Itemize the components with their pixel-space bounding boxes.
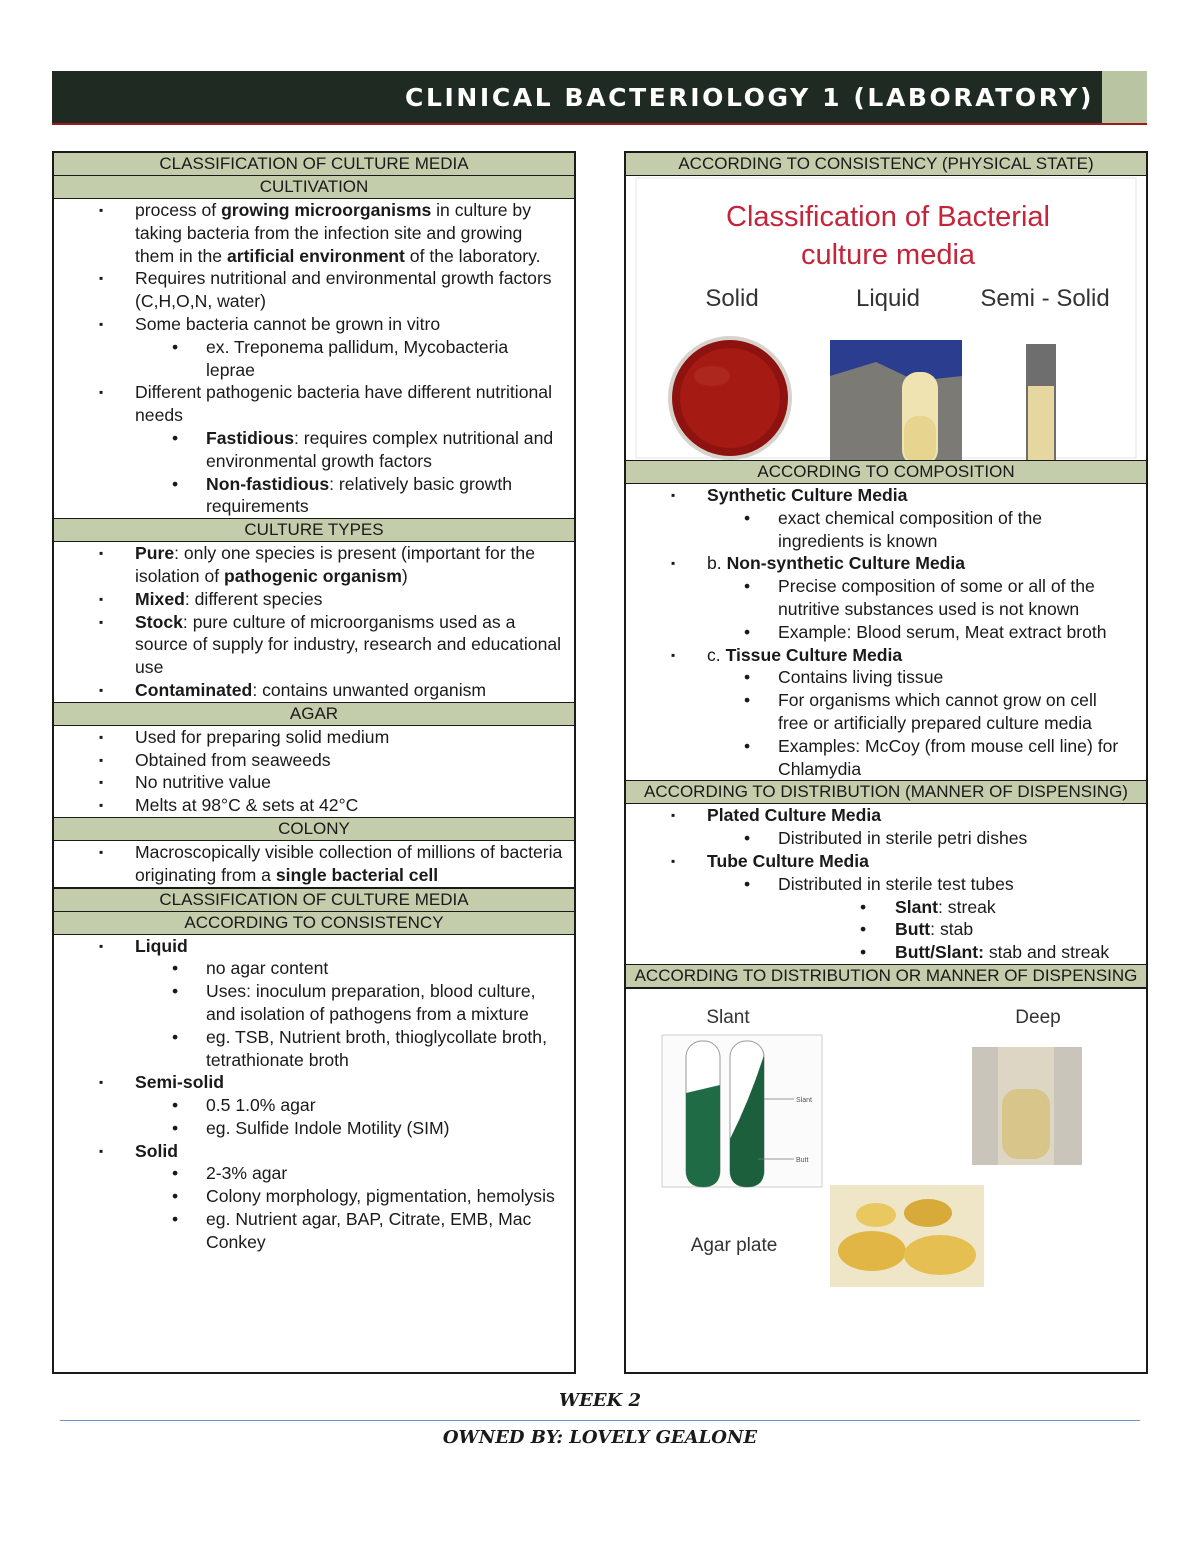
culture-media-figure xyxy=(626,176,1146,460)
list-item: ▪ Plated Culture Media • Distributed in sterile petri dishes xyxy=(626,804,1146,850)
sub-list-item: • ex. Treponema pallidum, Mycobacteria leprae xyxy=(135,336,566,382)
label-slant: Slant xyxy=(706,1006,750,1028)
label-semi-solid: Semi - Solid xyxy=(980,285,1110,312)
sub-list-item: • Example: Blood serum, Meat extract broth xyxy=(707,621,1138,644)
section-header-distribution-2: ACCORDING TO DISTRIBUTION OR MANNER OF DISPENSING xyxy=(626,964,1146,988)
section-header-classification-2: CLASSIFICATION OF CULTURE MEDIA xyxy=(54,887,574,912)
annotation-butt: Butt xyxy=(796,1156,809,1164)
cultivation-section xyxy=(54,199,574,518)
sub-list-item: • Uses: inoculum preparation, blood culture, and isolation of pathogens from a mixture xyxy=(135,980,566,1026)
left-column xyxy=(52,151,576,1374)
sub-list-item: • Precise composition of some or all of the nutritive substances used is not known xyxy=(707,575,1138,621)
title-banner xyxy=(52,71,1147,125)
list-item: ▪ c. Tissue Culture Media • Contains living tissue • For organisms which cannot grow on cell free or artificially prepared culture media • Examples: McCoy (from mouse cell line) for Chlamydia xyxy=(626,644,1146,781)
label-solid: Solid xyxy=(705,285,759,312)
sub-list-item: • 2-3% agar xyxy=(135,1162,566,1185)
sub-list-item: • exact chemical composition of the ingredients is known xyxy=(707,507,1138,553)
list-item: ▪ Different pathogenic bacteria have different nutritional needs • Fastidious: requires complex nutritional and environmental growth factors • Non-fastidious: relatively basic growth requirements xyxy=(54,381,574,518)
list-item: ▪ b. Non-synthetic Culture Media • Precise composition of some or all of the nutritive substances used is not known • Example: Blood serum, Meat extract broth xyxy=(626,552,1146,643)
sub-list-item: • Contains living tissue xyxy=(707,666,1138,689)
sub-list-item: • Examples: McCoy (from mouse cell line) for Chlamydia xyxy=(707,735,1138,781)
dispensing-illustration xyxy=(626,989,1146,1299)
sub-sub-list-item: • Slant: streak xyxy=(707,896,1130,919)
dispensing-figure xyxy=(626,988,1146,1298)
agar-section xyxy=(54,726,574,817)
sub-list-item: • For organisms which cannot grow on cell free or artificially prepared culture media xyxy=(707,689,1138,735)
sub-list-item: • eg. TSB, Nutrient broth, thioglycollate broth, tetrathionate broth xyxy=(135,1026,566,1072)
semi-solid-tube-image xyxy=(1026,344,1056,460)
footer-week: WEEK 2 xyxy=(558,1390,642,1411)
sub-list-item: • Non-fastidious: relatively basic growth requirements xyxy=(135,473,566,519)
list-item: ▪ Macroscopically visible collection of millions of bacteria originating from a single bacterial cell xyxy=(54,841,574,887)
list-item: ▪ Melts at 98°C & sets at 42°C xyxy=(54,794,574,817)
deep-tube-image xyxy=(972,1047,1082,1165)
footer-owner: OWNED BY: LOVELY GEALONE xyxy=(442,1427,758,1448)
sub-list-item: • Colony morphology, pigmentation, hemolysis xyxy=(135,1185,566,1208)
composition-section xyxy=(626,484,1146,780)
culture-types-section xyxy=(54,542,574,702)
petri-dish-image xyxy=(668,336,792,460)
section-header-consistency: ACCORDING TO CONSISTENCY xyxy=(54,912,574,935)
list-item: ▪ Some bacteria cannot be grown in vitro • ex. Treponema pallidum, Mycobacteria leprae xyxy=(54,313,574,381)
list-item: ▪ Contaminated: contains unwanted organism xyxy=(54,679,574,702)
colony-section xyxy=(54,841,574,887)
distribution-section xyxy=(626,804,1146,964)
list-item: ▪ Tube Culture Media • Distributed in sterile test tubes • Slant: streak • Butt: stab • Butt/Slant: stab and streak xyxy=(626,850,1146,964)
label-liquid: Liquid xyxy=(855,285,921,312)
list-item: ▪ Stock: pure culture of microorganisms used as a source of supply for industry, research and educational use xyxy=(54,611,574,679)
sub-list-item: • Distributed in sterile test tubes • Slant: streak • Butt: stab • Butt/Slant: stab and streak xyxy=(707,873,1138,964)
section-header-culture-types: CULTURE TYPES xyxy=(54,518,574,542)
sub-list-item: • eg. Nutrient agar, BAP, Citrate, EMB, Mac Conkey xyxy=(135,1208,566,1254)
label-deep: Deep xyxy=(1015,1006,1061,1028)
section-header-composition: ACCORDING TO COMPOSITION xyxy=(626,460,1146,484)
label-agar-plate: Agar plate xyxy=(690,1234,778,1256)
list-item: ▪ Synthetic Culture Media • exact chemical composition of the ingredients is known xyxy=(626,484,1146,552)
list-item: ▪ Pure: only one species is present (important for the isolation of pathogenic organism) xyxy=(54,542,574,588)
footer-divider xyxy=(60,1420,1140,1421)
sub-sub-list-item: • Butt: stab xyxy=(707,918,1130,941)
right-column xyxy=(624,151,1148,1374)
consistency-section xyxy=(54,935,574,1254)
sub-list-item: • no agar content xyxy=(135,957,566,980)
list-item: ▪ Used for preparing solid medium xyxy=(54,726,574,749)
sub-list-item: • 0.5 1.0% agar xyxy=(135,1094,566,1117)
sub-list-item: • Fastidious: requires complex nutritional and environmental growth factors xyxy=(135,427,566,473)
list-item: ▪ No nutritive value xyxy=(54,771,574,794)
list-item: ▪ Requires nutritional and environmental growth factors (C,H,O,N, water) xyxy=(54,267,574,313)
section-header-distribution: ACCORDING TO DISTRIBUTION (MANNER OF DISPENSING) xyxy=(626,780,1146,804)
section-header-colony: COLONY xyxy=(54,817,574,841)
page-title: CLINICAL BACTERIOLOGY 1 (LABORATORY) xyxy=(405,83,1094,112)
section-header-agar: AGAR xyxy=(54,702,574,726)
figure-title-1: Classification of Bacterial xyxy=(726,201,1050,233)
slant-tubes-image xyxy=(662,1035,822,1187)
agar-plate-image xyxy=(830,1185,984,1287)
section-header-physical-state: ACCORDING TO CONSISTENCY (PHYSICAL STATE) xyxy=(626,153,1146,176)
list-item: ▪ Liquid • no agar content • Uses: inoculum preparation, blood culture, and isolation of pathogens from a mixture • eg. TSB, Nutrient broth, thioglycollate broth, tetrathionate broth xyxy=(54,935,574,1072)
list-item: ▪ Mixed: different species xyxy=(54,588,574,611)
figure-title-2: culture media xyxy=(800,239,976,271)
banner-dark-band xyxy=(52,71,1102,123)
section-header-classification: CLASSIFICATION OF CULTURE MEDIA xyxy=(54,153,574,176)
annotation-slant: Slant xyxy=(796,1096,812,1104)
list-item: ▪ Semi-solid • 0.5 1.0% agar • eg. Sulfide Indole Motility (SIM) xyxy=(54,1071,574,1139)
sub-list-item: • Distributed in sterile petri dishes xyxy=(707,827,1138,850)
culture-media-illustration xyxy=(626,176,1146,460)
sub-list-item: • eg. Sulfide Indole Motility (SIM) xyxy=(135,1117,566,1140)
list-item: ▪ Solid • 2-3% agar • Colony morphology, pigmentation, hemolysis • eg. Nutrient agar, BAP, Citrate, EMB, Mac Conkey xyxy=(54,1140,574,1254)
liquid-tube-image xyxy=(830,340,962,460)
section-header-cultivation: CULTIVATION xyxy=(54,176,574,199)
list-item: ▪ Obtained from seaweeds xyxy=(54,749,574,772)
list-item: ▪ process of growing microorganisms in culture by taking bacteria from the infection site and growing them in the artificial environment of the laboratory. xyxy=(54,199,574,267)
sub-sub-list-item: • Butt/Slant: stab and streak xyxy=(707,941,1130,964)
